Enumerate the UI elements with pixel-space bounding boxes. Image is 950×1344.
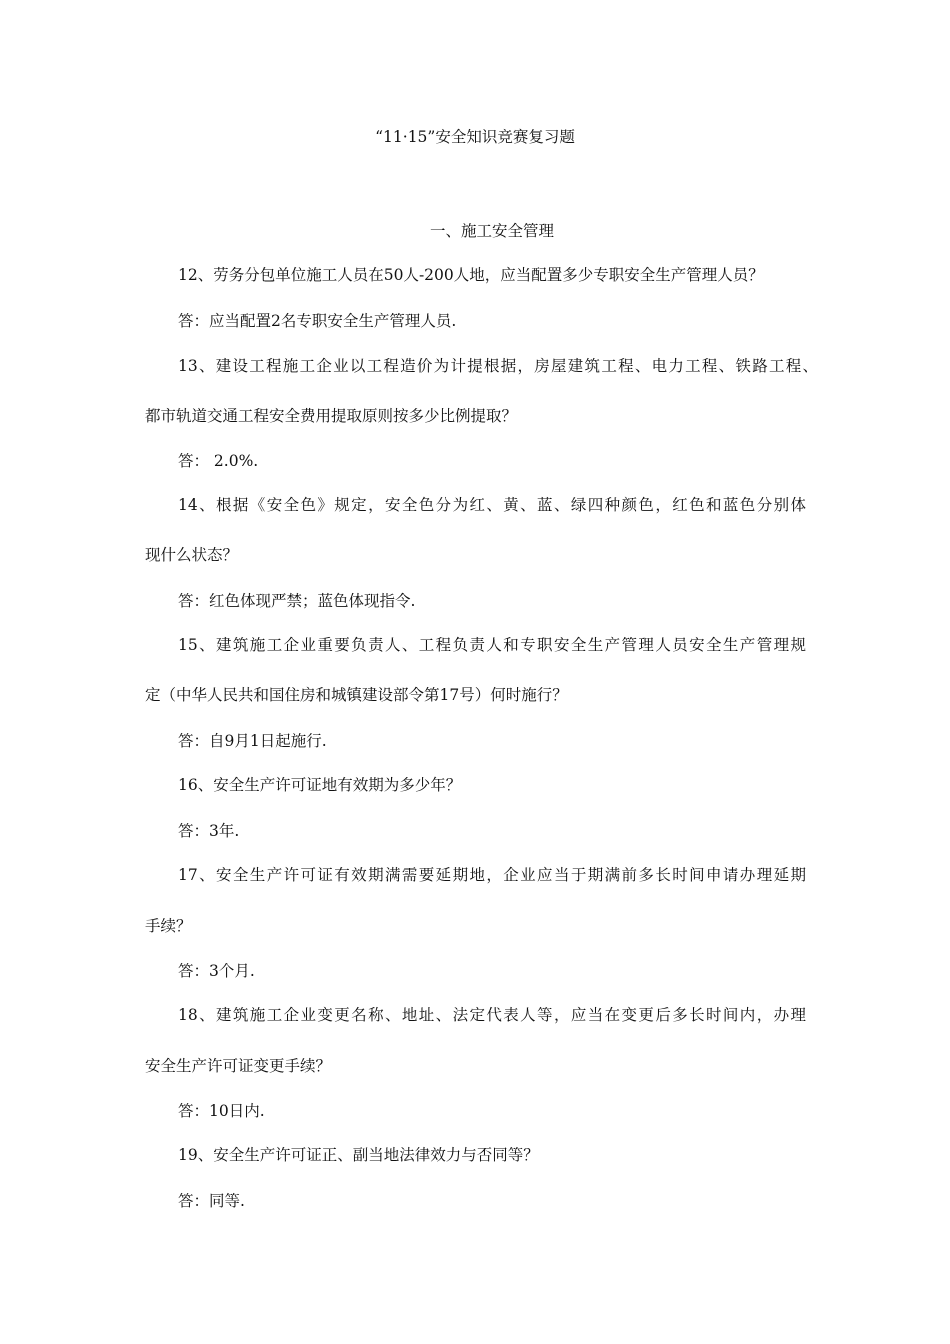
question-18-line-1: 18、建筑施工企业变更名称、地址、法定代表人等，应当在变更后多长时间内，办理 (178, 1006, 806, 1024)
answer-18: 答：10日内. (178, 1102, 265, 1120)
question-18-line-2: 安全生产许可证变更手续？ (145, 1057, 332, 1075)
answer-14: 答：红色体现严禁；蓝色体现指令. (178, 592, 416, 610)
answer-15: 答：自9月1日起施行. (178, 732, 327, 750)
answer-12: 答：应当配置2名专职安全生产管理人员. (178, 312, 457, 330)
question-12-line-1: 12、劳务分包单位施工人员在50人-200人地，应当配置多少专职安全生产管理人员？ (178, 266, 764, 284)
question-13-line-1: 13、建设工程施工企业以工程造价为计提根据，房屋建筑工程、电力工程、铁路工程、 (178, 357, 818, 375)
question-17-line-2: 手续？ (145, 917, 192, 935)
question-15-line-2: 定（中华人民共和国住房和城镇建设部令第17号）何时施行？ (145, 686, 568, 704)
question-17-line-1: 17、安全生产许可证有效期满需要延期地，企业应当于期满前多长时间申请办理延期 (178, 866, 806, 884)
question-16-line-1: 16、安全生产许可证地有效期为多少年？ (178, 776, 462, 794)
section-heading: 一、施工安全管理 (429, 222, 554, 240)
answer-19: 答：同等. (178, 1192, 245, 1210)
question-19-line-1: 19、安全生产许可证正、副当地法律效力与否同等？ (178, 1146, 539, 1164)
question-15-line-1: 15、建筑施工企业重要负责人、工程负责人和专职安全生产管理人员安全生产管理规 (178, 636, 806, 654)
answer-17: 答：3个月. (178, 962, 255, 980)
answer-16: 答：3年. (178, 822, 240, 840)
answer-13: 答： 2.0%. (178, 452, 259, 470)
document-title: “11·15”安全知识竞赛复习题 (375, 128, 575, 146)
question-14-line-1: 14、根据《安全色》规定，安全色分为红、黄、蓝、绿四种颜色，红色和蓝色分别体 (178, 496, 806, 514)
question-14-line-2: 现什么状态？ (145, 546, 239, 564)
question-13-line-2: 都市轨道交通工程安全费用提取原则按多少比例提取？ (145, 407, 518, 425)
